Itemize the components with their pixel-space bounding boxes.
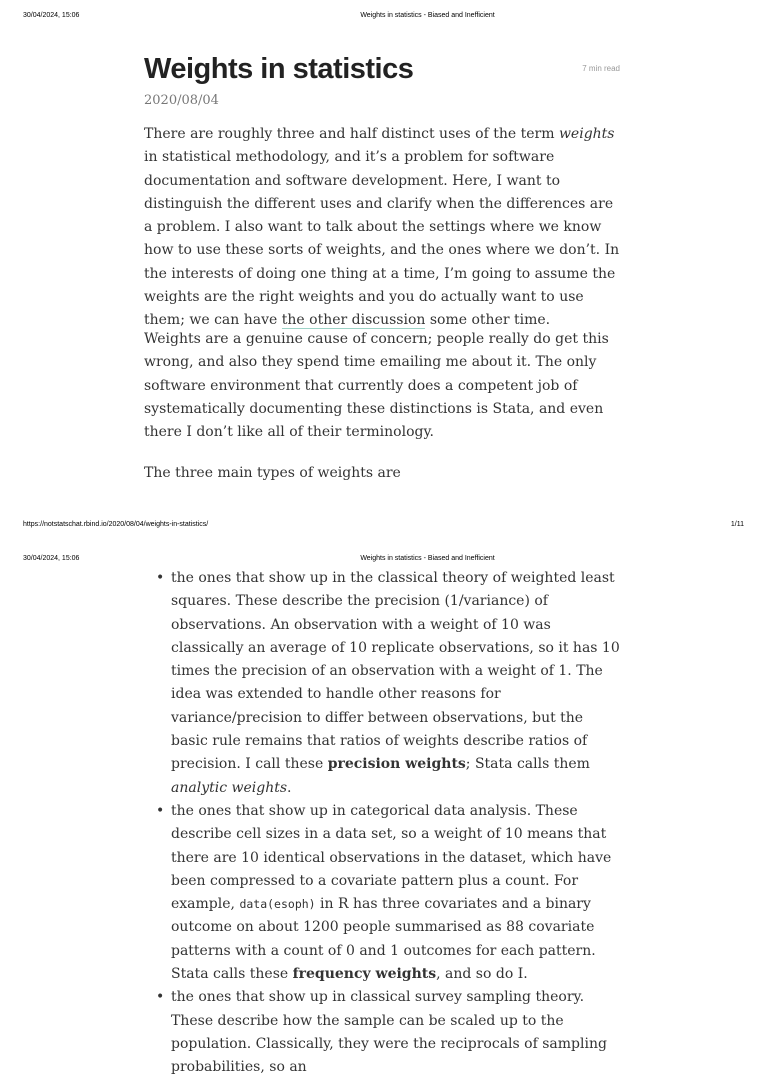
post-date: 2020/08/04 [144, 93, 219, 108]
print-document-title: Weights in statistics - Biased and Inefficient [360, 555, 495, 562]
paragraph-types-lead: The three main types of weights are [144, 465, 401, 481]
weight-types-list [144, 567, 624, 1080]
print-header [0, 12, 768, 26]
code-esoph: data(esoph) [239, 897, 316, 912]
list-item-sampling-weights: • the ones that show up in classical survey sampling theory. These describe how the sample can be scaled up to the population. Classically, they were the reciprocals of sampling probabilities, so an [144, 986, 624, 1079]
list-item-frequency-weights: • the ones that show up in categorical data analysis. These describe cell sizes in a data set, so a weight of 10 means that there are 10 identical observations in the dataset, which have been compressed to a covariate pattern plus a count. For example, data(esoph) in R has three covariates and a binary outcome on about 1200 people summarised as 88 covariate patterns with a count of 0 and 1 outcomes for each pattern. Stata calls these frequency weights, and so do I. [144, 800, 624, 986]
paragraph-concern: Weights are a genuine cause of concern; people really do get this wrong, and also they spend time emailing me about it. The only software environment that currently does a competent job of systematically documenting these distinctions is Stata, and even there I don’t like all of their terminology. [144, 331, 609, 441]
read-time: 7 min read [582, 64, 620, 73]
print-footer [0, 521, 768, 535]
bullet-icon: • [156, 989, 165, 1006]
print-timestamp: 30/04/2024, 15:06 [23, 12, 80, 19]
other-discussion-link[interactable]: the other discussion [281, 312, 426, 329]
print-document-title: Weights in statistics - Biased and Inefficient [360, 12, 495, 19]
print-page-number: 1/11 [730, 521, 744, 528]
list-item-precision-weights: • the ones that show up in the classical theory of weighted least squares. These describe the precision (1/variance) of observations. An observation with a weight of 10 was classically an average of 10 replicate observations, so it has 10 times the precision of an observation with a weight of 1. The idea was extended to handle other reasons for variance/precision to differ between observations, but the basic rule remains that ratios of weights describe ratios of precision. I call these precision weights; Stata calls them analytic weights. [144, 567, 624, 800]
paragraph-intro: There are roughly three and half distinct uses of the term weights in statistical methodology, and it’s a problem for software documentation and software development. Here, I want to distinguish the different uses and clarify when the differences are a problem. I also want to talk about the settings where we know how to use these sorts of weights, and the ones where we don’t. In the interests of doing one thing at a time, I’m going to assume the weights are the right weights and you do actually want to use them; we can have the other discussion some other time. [144, 126, 620, 329]
print-url: https://notstatschat.rbind.io/2020/08/04/weights-in-statistics/ [23, 521, 209, 528]
bullet-icon: • [156, 802, 165, 819]
article-title: Weights in statistics [144, 53, 414, 85]
print-timestamp: 30/04/2024, 15:06 [23, 555, 80, 562]
bullet-icon: • [156, 570, 165, 586]
